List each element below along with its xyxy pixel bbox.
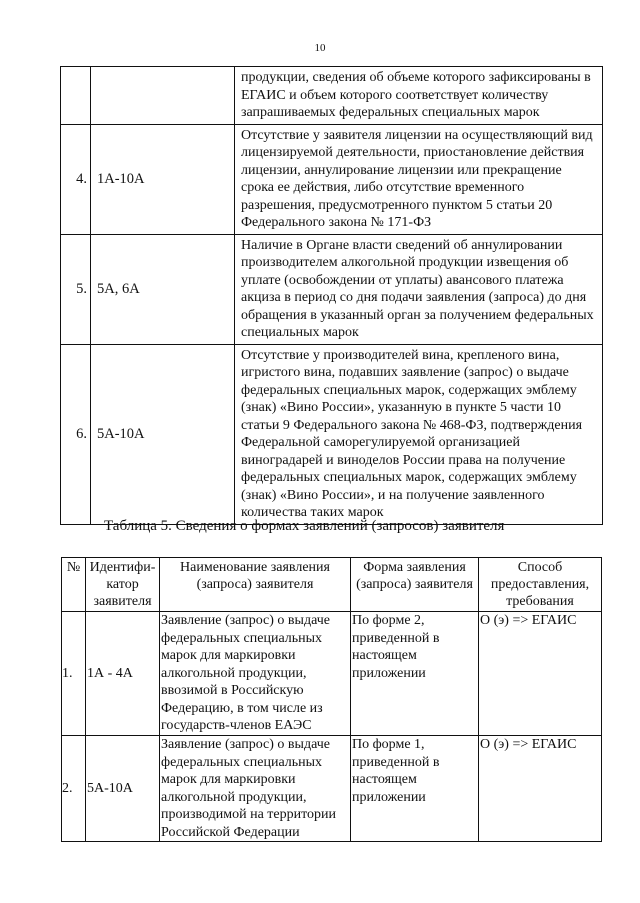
row-number: 2. [62, 736, 86, 842]
row-ground-text: Отсутствие у заявителя лицензии на осуществляющий вид лицензируемой деятельности, приостановление действия лицензии, аннулирование лицензии или прекращение срока ее действия, либо отсутствие временного разрешения, предусмотренного пунктом 5 статьи 20 Федерального закона № 171-ФЗ [235, 124, 603, 234]
row-number: 6. [61, 344, 91, 524]
row-identifiers: 5А, 6А [91, 234, 235, 344]
table-caption: Таблица 5. Сведения о формах заявлений (запросов) заявителя [104, 518, 505, 534]
table-row [62, 612, 602, 736]
table-row [61, 234, 603, 344]
table-row [61, 344, 603, 524]
row-number [61, 67, 91, 125]
row-application-name: Заявление (запрос) о выдаче федеральных специальных марок для маркировки алкогольной продукции, ввозимой в Российскую Федерацию, в том числе из государств-членов ЕАЭС [160, 612, 351, 736]
row-identifier: 5А-10А [86, 736, 160, 842]
row-number: 5. [61, 234, 91, 344]
row-identifiers [91, 67, 235, 125]
row-submission-method: О (э) => ЕГАИС [479, 736, 602, 842]
row-application-form: По форме 1, приведенной в настоящем приложении [351, 736, 479, 842]
row-number: 4. [61, 124, 91, 234]
header-number: № [62, 558, 86, 612]
row-identifiers: 5А-10А [91, 344, 235, 524]
row-ground-text: продукции, сведения об объеме которого зафиксированы в ЕГАИС и объем которого соответствует количеству запрашиваемых федеральных специальных марок [235, 67, 603, 125]
row-submission-method: О (э) => ЕГАИС [479, 612, 602, 736]
table-header-row [62, 558, 602, 612]
row-ground-text: Отсутствие у производителей вина, крепленого вина, игристого вина, подавших заявление (запрос) о выдаче федеральных специальных марок, содержащих эмблему (знак) «Вино России», указанную в пункте 5 части 10 статьи 9 Федерального закона № 468-ФЗ, подтверждения Федеральной саморегулируемой организацией виноградарей и виноделов России права на получение федеральных специальных марок, содержащих эмблему (знак) «Вино России», и на получение заявленного количества таких марок [235, 344, 603, 524]
row-number: 1. [62, 612, 86, 736]
page-number: 10 [314, 42, 326, 54]
table-row [62, 736, 602, 842]
header-identifier: Идентифи-катор заявителя [86, 558, 160, 612]
table-row [61, 124, 603, 234]
header-method: Способ предоставления, требования [479, 558, 602, 612]
row-identifiers: 1А-10А [91, 124, 235, 234]
row-application-form: По форме 2, приведенной в настоящем приложении [351, 612, 479, 736]
header-form: Форма заявления (запроса) заявителя [351, 558, 479, 612]
grounds-table-continuation [60, 66, 603, 525]
row-ground-text: Наличие в Органе власти сведений об аннулировании производителем алкогольной продукции извещения об уплате (освобождении от уплаты) авансового платежа акциза в период со дня подачи заявления (запроса) до дня обращения в указанный орган за получением федеральных специальных марок [235, 234, 603, 344]
application-forms-table [61, 557, 602, 842]
row-identifier: 1А - 4А [86, 612, 160, 736]
row-application-name: Заявление (запрос) о выдаче федеральных специальных марок для маркировки алкогольной продукции, производимой на территории Российской Федерации [160, 736, 351, 842]
header-name: Наименование заявления (запроса) заявителя [160, 558, 351, 612]
table-row [61, 67, 603, 125]
